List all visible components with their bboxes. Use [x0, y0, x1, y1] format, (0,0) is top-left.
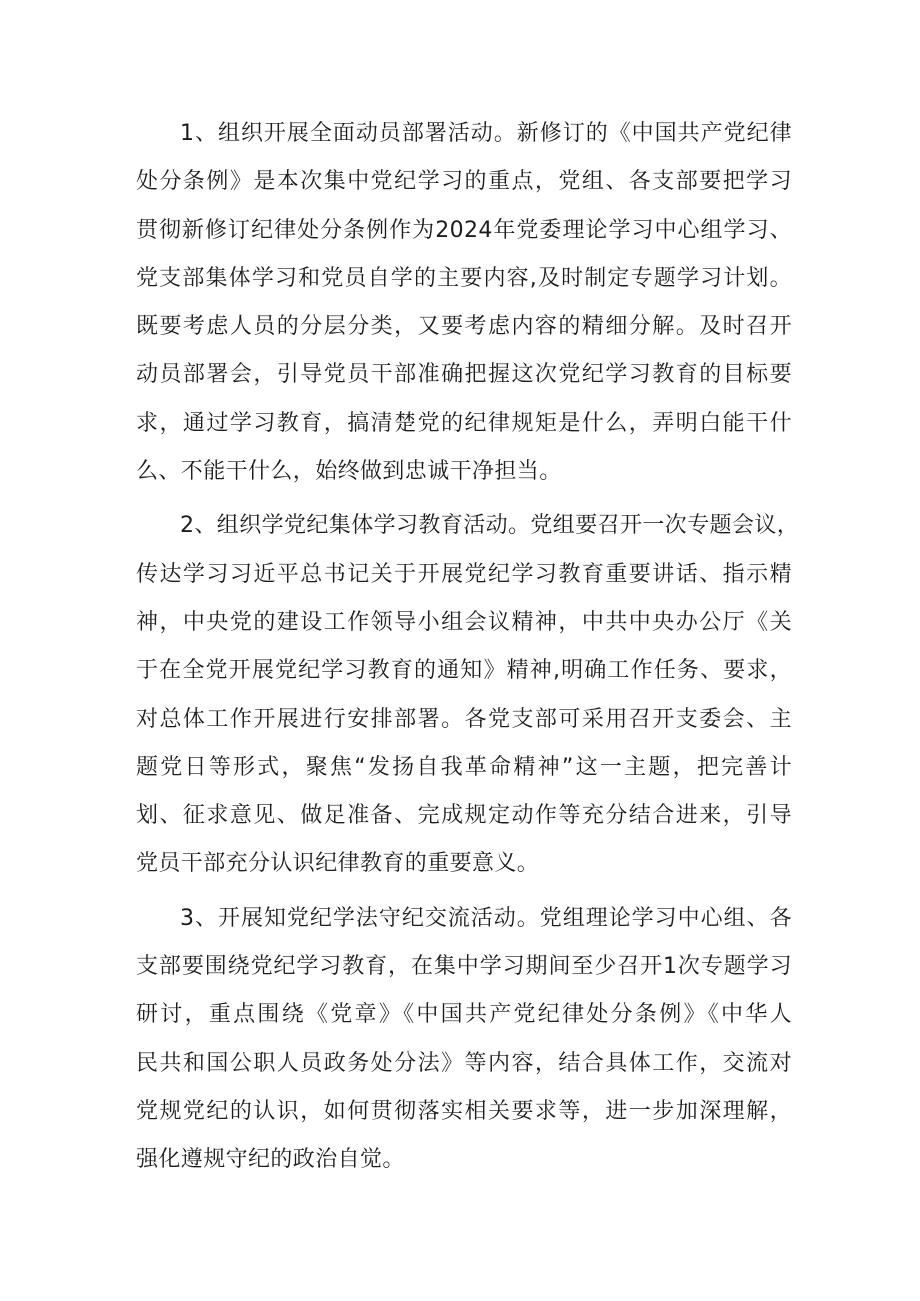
paragraph-2: [136, 502, 800, 888]
paragraph-line: 划、征求意见、做足准备、完成规定动作等充分结合进来，引导: [136, 803, 792, 829]
paragraph-line: 研讨，重点围绕《党章》《中国共产党纪律处分条例》《中华人: [136, 1002, 792, 1028]
paragraph-line: 求，通过学习教育，搞清楚党的纪律规矩是什么，弄明白能干什: [136, 410, 792, 436]
paragraph-line: 支部要围绕党纪学习教育，在集中学习期间至少召开1次专题学习: [136, 954, 792, 980]
paragraph-line: 处分条例》是本次集中党纪学习的重点，党组、各支部要把学习: [136, 169, 792, 195]
paragraph-3: [136, 895, 792, 1185]
paragraph-line: 强化遵规守纪的政治自觉。: [136, 1147, 405, 1173]
paragraph-line: 对总体工作开展进行安排部署。各党支部可采用召开支委会、主: [136, 706, 792, 732]
paragraph-line: 党支部集体学习和党员自学的主要内容,及时制定专题学习计划。: [136, 265, 792, 291]
paragraph-1: [136, 110, 792, 496]
paragraph-line: 动员部署会，引导党员干部准确把握这次党纪学习教育的目标要: [136, 362, 792, 388]
paragraph-line: 3、开展知党纪学法守纪交流活动。党组理论学习中心组、各: [180, 905, 792, 931]
paragraph-line: 党规党纪的认识，如何贯彻落实相关要求等，进一步加深理解，: [136, 1098, 792, 1124]
paragraph-line: 2、组织学党纪集体学习教育活动。党组要召开一次专题会议，: [180, 513, 800, 539]
paragraph-line: 么、不能干什么，始终做到忠诚干净担当。: [136, 459, 562, 485]
paragraph-line: 贯彻新修订纪律处分条例作为2024年党委理论学习中心组学习、: [136, 217, 792, 243]
paragraph-line: 传达学习习近平总书记关于开展党纪学习教育重要讲话、指示精: [136, 561, 792, 587]
paragraph-line: 既要考虑人员的分层分类，又要考虑内容的精细分解。及时召开: [136, 314, 792, 340]
paragraph-line: 题党日等形式，聚焦“发扬自我革命精神”这一主题，把完善计: [136, 754, 792, 780]
paragraph-line: 党员干部充分认识纪律教育的重要意义。: [136, 851, 540, 877]
paragraph-line: 1、组织开展全面动员部署活动。新修订的《中国共产党纪律: [180, 121, 792, 146]
document-body: [136, 110, 800, 1191]
paragraph-line: 于在全党开展党纪学习教育的通知》精神,明确工作任务、要求，: [136, 658, 792, 684]
paragraph-line: 神，中央党的建设工作领导小组会议精神，中共中央办公厅《关: [136, 609, 792, 635]
paragraph-line: 民共和国公职人员政务处分法》等内容，结合具体工作，交流对: [136, 1050, 792, 1076]
